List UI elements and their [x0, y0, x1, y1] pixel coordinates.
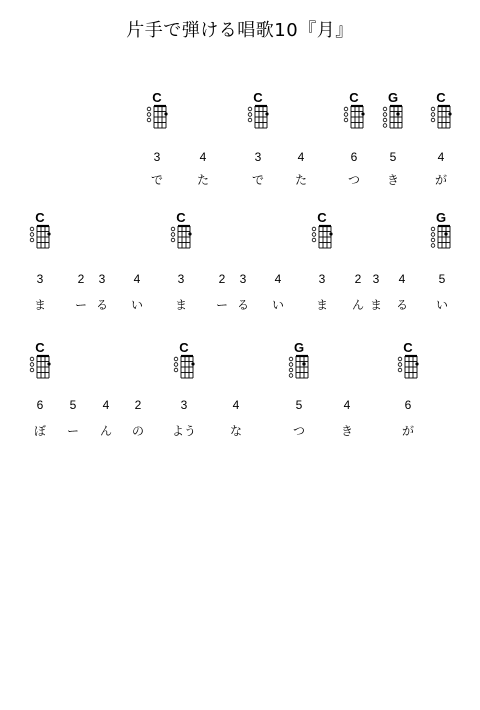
lyric-syllable: で	[251, 173, 264, 187]
open-string-marker	[171, 238, 175, 242]
chord-name: C	[253, 90, 263, 105]
lyric-syllable: ん	[99, 424, 112, 438]
lyric-syllable: で	[150, 173, 163, 187]
lyric-syllable: よう	[172, 424, 197, 438]
finger-dot	[448, 112, 451, 115]
finger-dot	[191, 362, 194, 365]
open-string-marker	[30, 368, 34, 372]
open-string-marker	[30, 363, 34, 367]
open-string-marker	[174, 368, 178, 372]
open-string-marker	[312, 238, 316, 242]
note-number: 2	[354, 272, 362, 286]
chord-symbol	[165, 212, 195, 252]
finger-dot	[47, 232, 50, 235]
note-number: 6	[36, 398, 44, 412]
open-string-marker	[383, 113, 387, 117]
open-string-marker	[431, 107, 435, 111]
chord-symbol	[306, 212, 336, 252]
note-number: 2	[218, 272, 226, 286]
open-string-marker	[30, 233, 34, 237]
chord-symbol	[141, 92, 171, 132]
note-number: 4	[274, 272, 282, 286]
open-string-marker	[431, 233, 435, 237]
lyric-syllable: ー	[215, 298, 228, 312]
chord-diagram-icon	[242, 103, 272, 131]
chord-name: C	[349, 90, 359, 105]
finger-dot	[415, 362, 418, 365]
finger-dot	[47, 362, 50, 365]
open-string-marker	[431, 227, 435, 231]
note-number: 3	[318, 272, 326, 286]
note-number: 3	[239, 272, 247, 286]
open-string-marker	[147, 118, 151, 122]
lyric-syllable: る	[236, 298, 249, 312]
note-number: 5	[438, 272, 446, 286]
finger-dot	[188, 232, 191, 235]
chord-name: C	[35, 340, 45, 355]
chord-name: C	[176, 210, 186, 225]
chord-name: G	[435, 210, 447, 225]
chord-symbol	[283, 342, 313, 382]
chord-symbol	[168, 342, 198, 382]
lyric-syllable: つ	[292, 424, 305, 438]
open-string-marker	[174, 363, 178, 367]
open-string-marker	[30, 238, 34, 242]
chord-symbol	[338, 92, 368, 132]
open-string-marker	[431, 113, 435, 117]
open-string-marker	[289, 374, 293, 378]
note-number: 4	[297, 150, 305, 164]
open-string-marker	[312, 227, 316, 231]
lyric-syllable: た	[196, 173, 209, 187]
chord-name: G	[293, 340, 305, 355]
open-string-marker	[344, 107, 348, 111]
lyric-syllable: が	[401, 424, 414, 438]
chord-symbol	[24, 212, 54, 252]
lyric-syllable: ま	[315, 298, 328, 312]
open-string-marker	[344, 118, 348, 122]
lyric-syllable: ま	[369, 298, 382, 312]
note-number: 2	[77, 272, 85, 286]
open-string-marker	[398, 363, 402, 367]
open-string-marker	[171, 227, 175, 231]
note-number: 4	[343, 398, 351, 412]
lyric-syllable: な	[229, 424, 242, 438]
note-number: 4	[437, 150, 445, 164]
chord-symbol	[24, 342, 54, 382]
note-number: 3	[180, 398, 188, 412]
note-number: 4	[398, 272, 406, 286]
lyric-syllable: い	[130, 298, 143, 312]
lyric-syllable: ー	[74, 298, 87, 312]
open-string-marker	[248, 113, 252, 117]
open-string-marker	[289, 363, 293, 367]
note-number: 6	[404, 398, 412, 412]
finger-dot	[444, 232, 447, 235]
chord-name: C	[35, 210, 45, 225]
open-string-marker	[289, 368, 293, 372]
open-string-marker	[344, 113, 348, 117]
lyric-syllable: き	[386, 173, 399, 187]
chord-diagram-icon	[283, 353, 313, 381]
open-string-marker	[312, 233, 316, 237]
open-string-marker	[248, 118, 252, 122]
chord-diagram-icon	[168, 353, 198, 381]
open-string-marker	[431, 244, 435, 248]
open-string-marker	[383, 124, 387, 128]
chord-diagram-icon	[392, 353, 422, 381]
chord-diagram-icon	[24, 353, 54, 381]
page-title: 片手で弾ける唱歌10『月』	[126, 20, 354, 41]
chord-diagram-icon	[306, 223, 336, 251]
note-number: 4	[133, 272, 141, 286]
note-number: 4	[199, 150, 207, 164]
note-number: 5	[69, 398, 77, 412]
lyric-syllable: ー	[66, 424, 79, 438]
chord-diagram-icon	[338, 103, 368, 131]
lyric-syllable: る	[95, 298, 108, 312]
lyric-syllable: い	[435, 298, 448, 312]
open-string-marker	[398, 368, 402, 372]
note-number: 4	[232, 398, 240, 412]
lyric-syllable: き	[340, 424, 353, 438]
open-string-marker	[248, 107, 252, 111]
chord-diagram-icon	[425, 223, 455, 251]
open-string-marker	[398, 357, 402, 361]
open-string-marker	[383, 107, 387, 111]
chord-symbol	[425, 212, 455, 252]
finger-dot	[329, 232, 332, 235]
chord-diagram-icon	[24, 223, 54, 251]
note-number: 4	[102, 398, 110, 412]
lyric-syllable: る	[395, 298, 408, 312]
lyric-syllable: ぼ	[33, 424, 46, 438]
note-number: 3	[177, 272, 185, 286]
finger-dot	[164, 112, 167, 115]
chord-name: C	[403, 340, 413, 355]
note-number: 3	[153, 150, 161, 164]
open-string-marker	[147, 107, 151, 111]
note-number: 3	[254, 150, 262, 164]
lyric-syllable: が	[434, 173, 447, 187]
open-string-marker	[431, 118, 435, 122]
open-string-marker	[30, 227, 34, 231]
note-number: 2	[134, 398, 142, 412]
finger-dot	[302, 362, 305, 365]
chord-diagram-icon	[425, 103, 455, 131]
chord-name: C	[436, 90, 446, 105]
chord-symbol	[377, 92, 407, 132]
note-number: 3	[372, 272, 380, 286]
open-string-marker	[383, 118, 387, 122]
chord-symbol	[392, 342, 422, 382]
open-string-marker	[289, 357, 293, 361]
note-number: 3	[36, 272, 44, 286]
chord-symbol	[242, 92, 272, 132]
open-string-marker	[174, 357, 178, 361]
open-string-marker	[147, 113, 151, 117]
lyric-syllable: ま	[33, 298, 46, 312]
note-number: 5	[389, 150, 397, 164]
chord-name: G	[387, 90, 399, 105]
chord-diagram-icon	[165, 223, 195, 251]
note-number: 3	[98, 272, 106, 286]
lyric-syllable: の	[131, 424, 144, 438]
open-string-marker	[431, 238, 435, 242]
chord-name: C	[317, 210, 327, 225]
chord-diagram-icon	[377, 103, 407, 131]
open-string-marker	[30, 357, 34, 361]
note-number: 5	[295, 398, 303, 412]
chord-symbol	[425, 92, 455, 132]
finger-dot	[265, 112, 268, 115]
lyric-syllable: い	[271, 298, 284, 312]
finger-dot	[361, 112, 364, 115]
lyric-syllable: た	[294, 173, 307, 187]
lyric-syllable: ん	[351, 298, 364, 312]
chord-name: C	[179, 340, 189, 355]
finger-dot	[396, 112, 399, 115]
chord-diagram-icon	[141, 103, 171, 131]
open-string-marker	[171, 233, 175, 237]
note-number: 6	[350, 150, 358, 164]
lyric-syllable: つ	[347, 173, 360, 187]
chord-name: C	[152, 90, 162, 105]
lyric-syllable: ま	[174, 298, 187, 312]
